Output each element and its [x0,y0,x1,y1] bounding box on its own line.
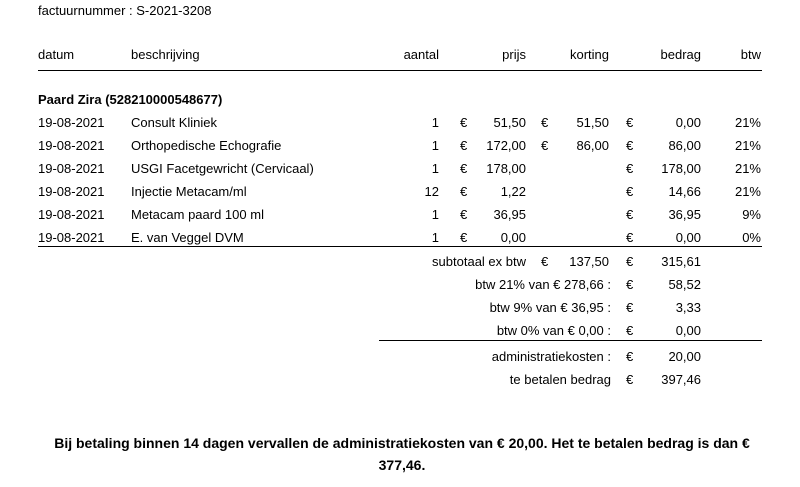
subtotal-bedrag-currency: € [626,254,634,269]
line-datum: 19-08-2021 [38,115,105,130]
line-bedrag: 0,00 [675,115,701,130]
totals-divider [379,340,762,341]
line-aantal: 1 [431,207,439,222]
line-prijs-currency: € [460,184,468,199]
line-btw: 0% [742,230,761,245]
line-prijs: 1,22 [500,184,526,199]
line-btw: 21% [734,138,761,153]
line-korting: 86,00 [576,138,609,153]
col-aantal: aantal [403,47,439,62]
subtotal-label: subtotaal ex btw [432,254,526,269]
col-beschrijving: beschrijving [131,47,200,62]
line-bedrag: 0,00 [675,230,701,245]
admin-currency: € [626,349,634,364]
header-divider [38,70,762,71]
line-datum: 19-08-2021 [38,230,105,245]
col-korting: korting [569,47,609,62]
line-btw: 21% [734,184,761,199]
vat-currency: € [626,277,634,292]
col-datum: datum [38,47,75,62]
payment-note: Bij betaling binnen 14 dagen vervallen de administratiekosten van € 20,00. Het te betalen bedrag is dan € 377,46. [54,435,750,473]
line-beschrijving: Injectie Metacam/ml [131,184,247,199]
admin-amount: 20,00 [668,349,701,364]
line-korting: 51,50 [576,115,609,130]
line-btw: 9% [742,207,761,222]
line-datum: 19-08-2021 [38,138,105,153]
line-beschrijving: E. van Veggel DVM [131,230,244,245]
line-btw: 21% [734,161,761,176]
line-bedrag-currency: € [626,184,634,199]
line-bedrag-currency: € [626,161,634,176]
admin-label: administratiekosten : [491,349,611,364]
total-label: te betalen bedrag [509,372,611,387]
col-btw: btw [740,47,761,62]
line-prijs-currency: € [460,115,468,130]
vat-amount: 3,33 [675,300,701,315]
line-datum: 19-08-2021 [38,161,105,176]
invoice-number: factuurnummer : S-2021-3208 [38,3,212,18]
col-prijs: prijs [502,47,526,62]
vat-amount: 58,52 [668,277,701,292]
line-prijs-currency: € [460,161,468,176]
line-bedrag-currency: € [626,138,634,153]
line-bedrag: 14,66 [668,184,701,199]
total-amount: 397,46 [661,372,701,387]
line-bedrag-currency: € [626,207,634,222]
subtotal-korting-currency: € [541,254,549,269]
lines-divider [38,246,762,247]
line-aantal: 1 [431,230,439,245]
subtotal-bedrag: 315,61 [661,254,701,269]
line-korting-currency: € [541,115,549,130]
line-bedrag-currency: € [626,230,634,245]
line-beschrijving: Orthopedische Echografie [131,138,282,153]
line-beschrijving: Consult Kliniek [131,115,217,130]
vat-currency: € [626,300,634,315]
line-prijs: 51,50 [493,115,526,130]
line-aantal: 1 [431,138,439,153]
line-prijs-currency: € [460,207,468,222]
line-datum: 19-08-2021 [38,184,105,199]
col-bedrag: bedrag [660,47,701,62]
line-prijs-currency: € [460,230,468,245]
subtotal-korting: 137,50 [569,254,609,269]
line-aantal: 12 [424,184,439,199]
total-currency: € [626,372,634,387]
line-prijs-currency: € [460,138,468,153]
line-bedrag: 86,00 [668,138,701,153]
line-bedrag-currency: € [626,115,634,130]
line-aantal: 1 [431,115,439,130]
line-beschrijving: Metacam paard 100 ml [131,207,264,222]
line-prijs: 0,00 [500,230,526,245]
vat-label: btw 9% van € 36,95 : [489,300,611,315]
line-datum: 19-08-2021 [38,207,105,222]
vat-label: btw 21% van € 278,66 : [475,277,611,292]
vat-currency: € [626,323,634,338]
vat-label: btw 0% van € 0,00 : [496,323,611,338]
line-prijs: 172,00 [486,138,526,153]
vat-amount: 0,00 [675,323,701,338]
patient-group-title: Paard Zira (528210000548677) [38,92,223,107]
line-btw: 21% [734,115,761,130]
line-aantal: 1 [431,161,439,176]
line-prijs: 36,95 [493,207,526,222]
line-prijs: 178,00 [486,161,526,176]
line-bedrag: 36,95 [668,207,701,222]
line-bedrag: 178,00 [661,161,701,176]
line-korting-currency: € [541,138,549,153]
line-beschrijving: USGI Facetgewricht (Cervicaal) [131,161,314,176]
